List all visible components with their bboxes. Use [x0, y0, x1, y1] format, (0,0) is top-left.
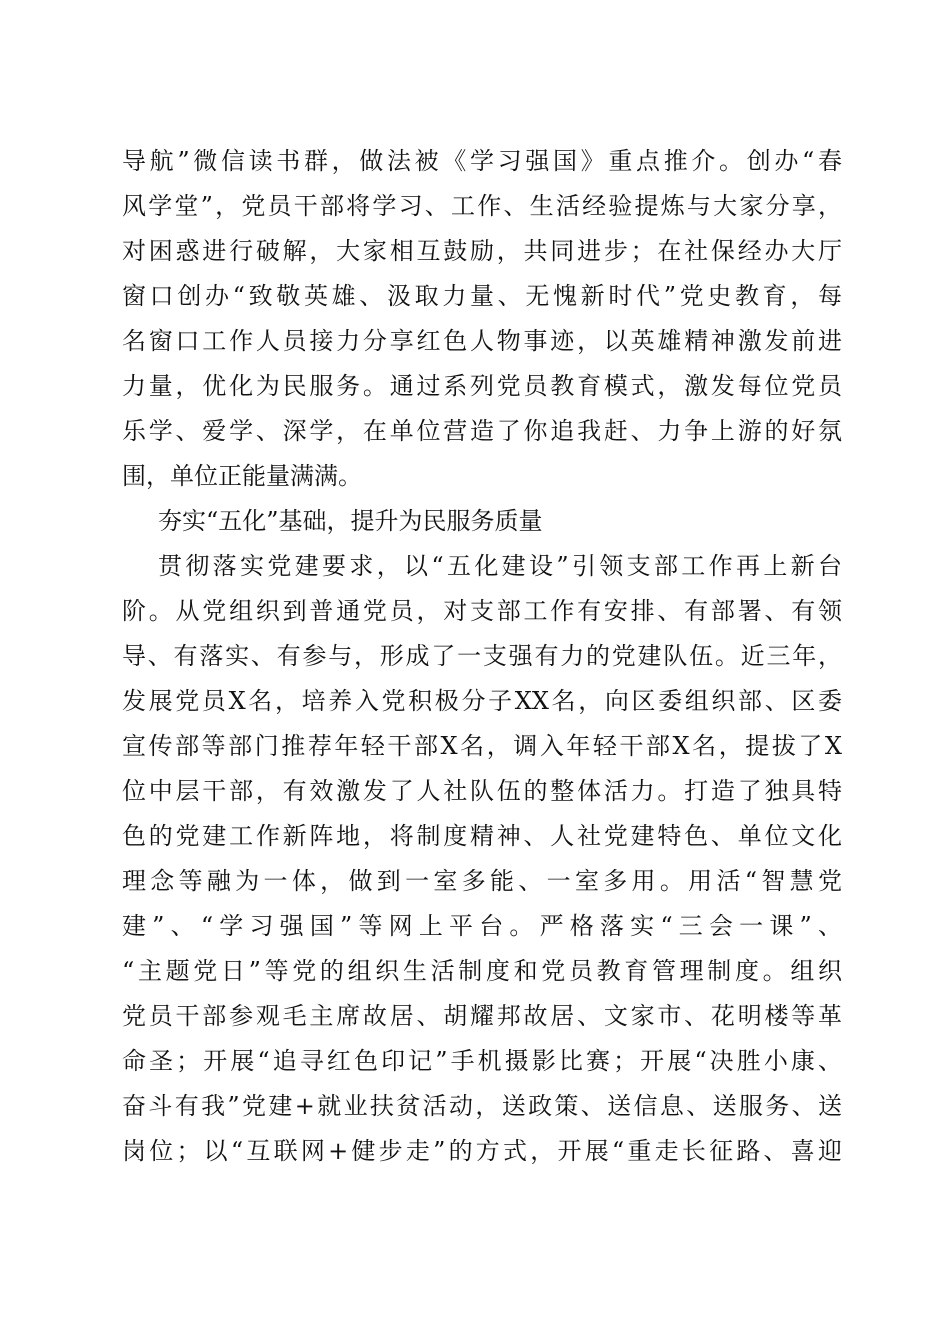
text-line: 贯彻落实党建要求，以“五化建设”引领支部工作再上新台: [158, 552, 842, 580]
text-line: 命圣；开展“追寻红色印记”手机摄影比赛；开展“决胜小康、: [122, 1047, 842, 1075]
text-line: 阶。从党组织到普通党员，对支部工作有安排、有部署、有领: [122, 597, 842, 625]
text-line: 风学堂”，党员干部将学习、工作、生活经验提炼与大家分享，: [122, 192, 842, 220]
text-line: 导航”微信读书群，做法被《学习强国》重点推介。创办“春: [122, 147, 842, 175]
text-line: 理念等融为一体，做到一室多能、一室多用。用活“智慧党: [122, 867, 842, 895]
text-line: 乐学、爱学、深学，在单位营造了你追我赶、力争上游的好氛: [122, 417, 842, 445]
text-line: 名窗口工作人员接力分享红色人物事迹，以英雄精神激发前进: [122, 327, 842, 355]
text-line: 发展党员X名，培养入党积极分子XX名，向区委组织部、区委: [122, 687, 842, 715]
text-line: 色的党建工作新阵地，将制度精神、人社党建特色、单位文化: [122, 822, 842, 850]
text-line: 对困惑进行破解，大家相互鼓励，共同进步；在社保经办大厅: [122, 237, 842, 265]
text-line: 岗位；以“互联网+健步走”的方式，开展“重走长征路、喜迎: [122, 1137, 842, 1165]
text-line: 宣传部等部门推荐年轻干部X名，调入年轻干部X名，提拔了X: [122, 732, 842, 760]
text-line: 窗口创办“致敬英雄、汲取力量、无愧新时代”党史教育，每: [122, 282, 842, 310]
body-text: [122, 139, 842, 1174]
text-line: 建”、“学习强国”等网上平台。严格落实“三会一课”、: [122, 912, 842, 940]
section-heading: 夯实“五化”基础，提升为民服务质量: [158, 507, 543, 535]
text-line: 导、有落实、有参与，形成了一支强有力的党建队伍。近三年，: [122, 642, 842, 670]
text-line: 党员干部参观毛主席故居、胡耀邦故居、文家市、花明楼等革: [122, 1002, 842, 1030]
text-line: 位中层干部，有效激发了人社队伍的整体活力。打造了独具特: [122, 777, 842, 805]
text-line: 奋斗有我”党建+就业扶贫活动，送政策、送信息、送服务、送: [122, 1092, 842, 1120]
text-line: 力量，优化为民服务。通过系列党员教育模式，激发每位党员: [122, 372, 842, 400]
text-line: “主题党日”等党的组织生活制度和党员教育管理制度。组织: [122, 957, 842, 985]
text-line: 围，单位正能量满满。: [122, 462, 362, 490]
